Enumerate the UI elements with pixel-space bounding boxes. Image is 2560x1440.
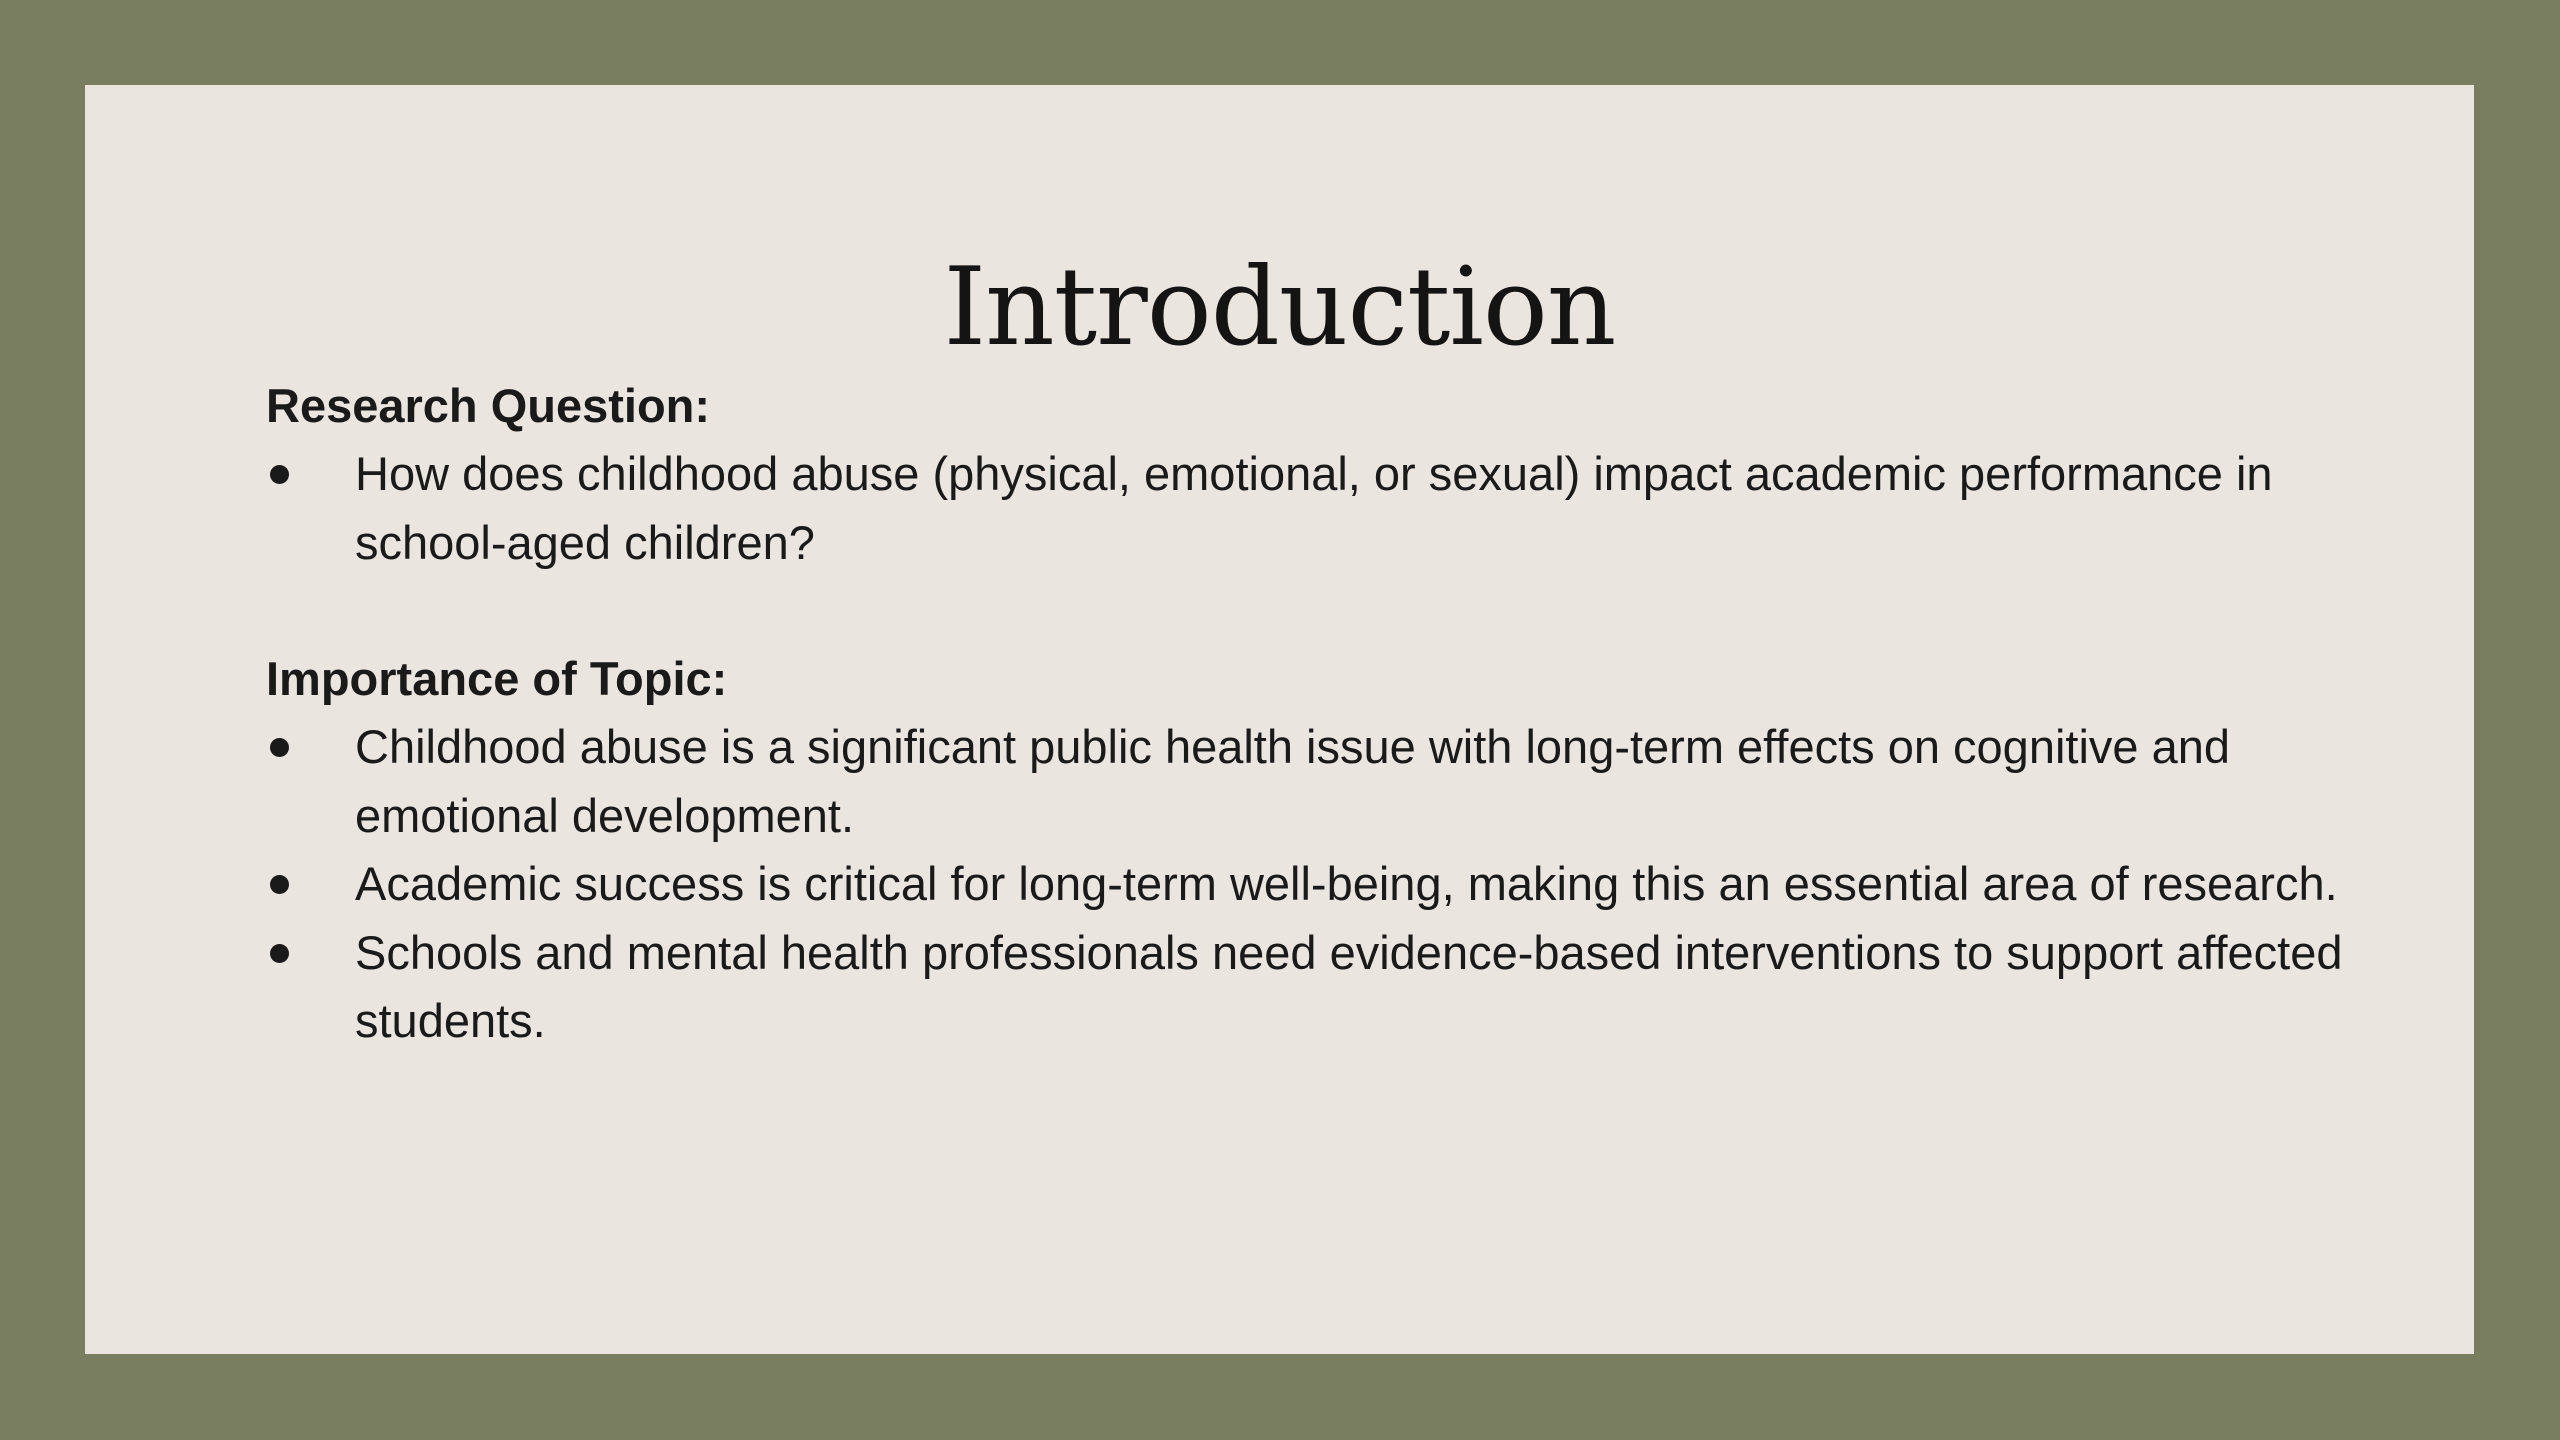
bullet-list: [266, 713, 2416, 1056]
bullet-dot-icon: [270, 875, 289, 894]
bullet-text: How does childhood abuse (physical, emotional, or sexual) impact academic performance in school-aged children?: [355, 447, 2273, 569]
slide-content: [266, 372, 2416, 1056]
bullet-text: Schools and mental health professionals need evidence-based interventions to support affected students.: [355, 925, 2343, 1047]
bullet-item: [266, 919, 2415, 1056]
bullet-dot-icon: [270, 465, 289, 484]
slide-title: Introduction: [943, 245, 1616, 370]
bullet-item: [266, 713, 2415, 850]
section-research-question: [266, 372, 2416, 577]
section-importance-of-topic: [266, 645, 2416, 1056]
section-gap: [266, 577, 2416, 645]
bullet-list: [266, 440, 2416, 577]
bullet-text: Childhood abuse is a significant public health issue with long-term effects on cognitive and emotional development.: [355, 720, 2231, 842]
bullet-dot-icon: [270, 738, 289, 757]
bullet-item: [266, 440, 2415, 577]
section-heading: Research Question:: [266, 379, 711, 432]
bullet-dot-icon: [270, 944, 289, 963]
slide-card: [85, 85, 2474, 1354]
section-heading: Importance of Topic:: [266, 652, 728, 705]
bullet-item: [266, 850, 2415, 919]
bullet-text: Academic success is critical for long-term well-being, making this an essential area of research.: [355, 857, 2338, 910]
